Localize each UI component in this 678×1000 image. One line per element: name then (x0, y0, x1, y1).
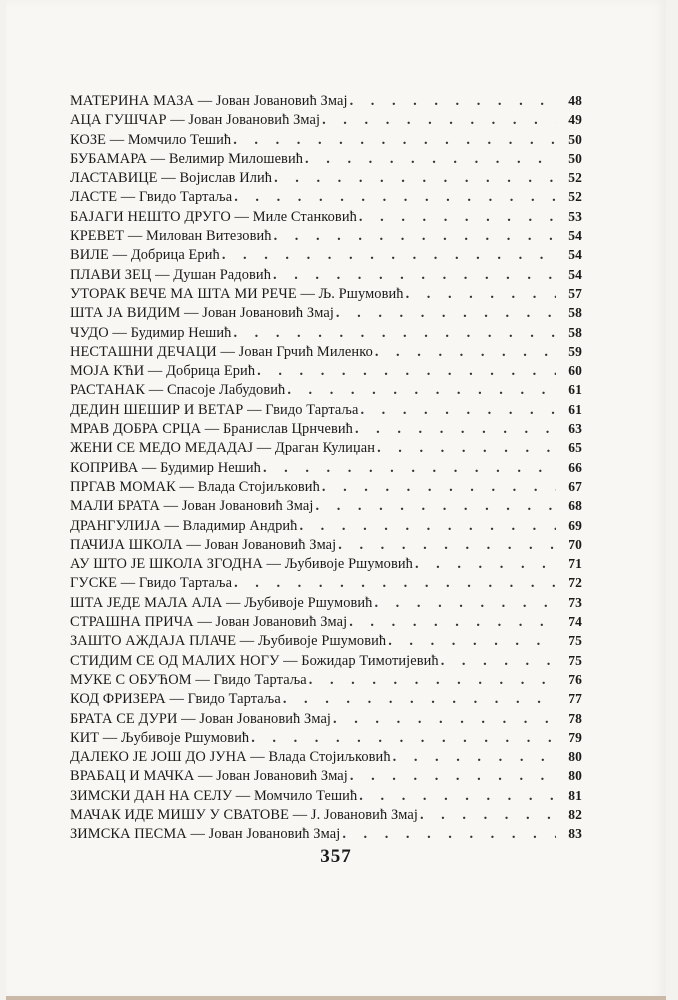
dot-leader (388, 632, 556, 651)
dot-leader (273, 266, 556, 285)
page-number: 357 (320, 846, 352, 867)
toc-entry-page: 73 (568, 594, 582, 610)
toc-entry-page: 52 (568, 170, 582, 186)
toc-entry-title: ЗИМСКИ ДАН НА СЕЛУ — Момчило Тешић (70, 787, 358, 804)
toc-entry (70, 438, 582, 457)
toc-entry-title: БУБАМАРА — Велимир Милошевић (70, 150, 304, 167)
toc-entry (70, 612, 582, 631)
dot-leader (309, 671, 556, 690)
toc-entry-page: 49 (568, 112, 582, 128)
toc-entry-page: 79 (568, 729, 582, 745)
toc-entry-page: 71 (568, 556, 582, 572)
toc-entry-page: 72 (568, 575, 582, 591)
toc-entry (70, 130, 582, 149)
toc-entry-title: РАСТАНАК — Спасоје Лабудовић (70, 382, 286, 399)
dot-leader (441, 652, 556, 671)
dot-leader (420, 806, 556, 825)
toc-entry-page: 61 (568, 401, 582, 417)
toc-entry (70, 573, 582, 592)
toc-entry (70, 458, 582, 477)
dot-leader (374, 594, 556, 613)
toc-entry-title: КОЗЕ — Момчило Тешић (70, 131, 232, 148)
toc-entry-title: КОД ФРИЗЕРА — Гвидо Тартаља (70, 691, 281, 708)
dot-leader (359, 787, 556, 806)
toc-entry-title: ГУСКЕ — Гвидо Тартаља (70, 575, 233, 592)
toc-entry-page: 53 (568, 208, 582, 224)
toc-entry-page: 50 (568, 150, 582, 166)
dot-leader (305, 150, 556, 169)
toc-entry (70, 419, 582, 438)
toc-entry (70, 651, 582, 670)
toc-entry-page: 80 (568, 749, 582, 765)
toc-entry-page: 63 (568, 421, 582, 437)
toc-entry-page: 83 (568, 826, 582, 842)
toc-entry-title: КОПРИВА — Будимир Нешић (70, 459, 261, 476)
toc-entry-page: 57 (568, 285, 582, 301)
toc-entry (70, 361, 582, 380)
toc-entry-page: 70 (568, 536, 582, 552)
toc-entry (70, 496, 582, 515)
toc-entry (70, 380, 582, 399)
toc-entry (70, 342, 582, 361)
dot-leader (360, 401, 556, 420)
toc-entry-title: ЗАШТО АЖДАЈА ПЛАЧЕ — Љубивоје Ршумовић (70, 633, 387, 650)
toc-entry-page: 77 (568, 691, 582, 707)
toc-entry-page: 66 (568, 459, 582, 475)
toc-entry-page: 48 (568, 93, 582, 108)
toc-entry-title: МРАВ ДОБРА СРЦА — Бранислав Црнчевић (70, 421, 353, 438)
toc-entry (70, 786, 582, 805)
toc-entry-title: ДРАНГУЛИЈА — Владимир Андрић (70, 517, 298, 534)
toc-entry-title: СТРАШНА ПРИЧА — Јован Јовановић Змај (70, 614, 348, 631)
toc-entry-title: МОЈА КЋИ — Добрица Ерић (70, 363, 256, 380)
toc-entry-page: 59 (568, 343, 582, 359)
toc-entry (70, 631, 582, 650)
dot-leader (333, 710, 556, 729)
book-page (6, 0, 666, 1000)
toc-entry-page: 54 (568, 247, 582, 263)
dot-leader (342, 825, 556, 844)
dot-leader (336, 304, 556, 323)
toc-entry-title: НЕСТАШНИ ДЕЧАЦИ — Јован Грчић Миленко (70, 343, 373, 360)
dot-leader (322, 478, 556, 497)
toc-entry-title: МАЧАК ИДЕ МИШУ У СВАТОВЕ — Ј. Јовановић Змај (70, 806, 418, 823)
toc-entry-title: ЗИМСКА ПЕСМА — Јован Јовановић Змај (70, 826, 341, 843)
dot-leader (299, 517, 556, 536)
toc-entry-title: ПРГАВ МОМАК — Влада Стојиљковић (70, 478, 320, 495)
toc-entry-page: 80 (568, 768, 582, 784)
toc-entry (70, 187, 582, 206)
toc-entry-page: 54 (568, 266, 582, 282)
toc-entry-page: 82 (568, 806, 582, 822)
toc-entry (70, 689, 582, 708)
toc-entry-title: ВИЛЕ — Добрица Ерић (70, 247, 220, 264)
toc-entry-page: 67 (568, 478, 582, 494)
toc-entry-title: БРАТА СЕ ДУРИ — Јован Јовановић Змај (70, 710, 332, 727)
toc-entry-title: МАЛИ БРАТА — Јован Јовановић Змај (70, 498, 314, 515)
dot-leader (233, 324, 556, 343)
toc-entry-page: 81 (568, 787, 582, 803)
toc-entry-page: 60 (568, 363, 582, 379)
toc-entry-page: 68 (568, 498, 582, 514)
toc-entry (70, 284, 582, 303)
toc-entry (70, 265, 582, 284)
table-of-contents (70, 91, 582, 844)
toc-entry-title: ШТА ЈЕДЕ МАЛА АЛА — Љубивоје Ршумовић (70, 594, 373, 611)
dot-leader (233, 131, 556, 150)
dot-leader (406, 285, 556, 304)
dot-leader (355, 420, 556, 439)
toc-entry (70, 400, 582, 419)
dot-leader (338, 536, 556, 555)
toc-entry (70, 824, 582, 843)
toc-entry (70, 477, 582, 496)
dot-leader (234, 188, 556, 207)
dot-leader (415, 555, 556, 574)
toc-entry (70, 593, 582, 612)
toc-entry-title: ПАЧИЈА ШКОЛА — Јован Јовановић Змај (70, 536, 337, 553)
toc-entry-title: МУКЕ С ОБУЋОМ — Гвидо Тартаља (70, 671, 307, 688)
toc-entry-page: 69 (568, 517, 582, 533)
toc-entry-title: ДАЛЕКО ЈЕ ЈОШ ДО ЈУНА — Влада Стојиљковић (70, 749, 391, 766)
dot-leader (283, 690, 556, 709)
dot-leader (350, 92, 556, 111)
toc-entry (70, 766, 582, 785)
toc-entry-title: КИТ — Љубивоје Ршумовић (70, 729, 250, 746)
toc-entry-title: ЛАСТАВИЦЕ — Војислав Илић (70, 170, 273, 187)
toc-entry-title: ЛАСТЕ — Гвидо Тартаља (70, 189, 233, 206)
toc-entry-page: 75 (568, 633, 582, 649)
toc-entry (70, 554, 582, 573)
toc-entry-title: КРЕВЕТ — Милован Витезовић (70, 228, 272, 245)
dot-leader (316, 497, 556, 516)
dot-leader (350, 767, 556, 786)
dot-leader (349, 613, 556, 632)
toc-entry-title: МАТЕРИНА МАЗА — Јован Јовановић Змај (70, 93, 348, 109)
dot-leader (375, 343, 556, 362)
toc-entry-page: 76 (568, 671, 582, 687)
toc-entry (70, 728, 582, 747)
dot-leader (322, 111, 556, 130)
toc-entry-page: 54 (568, 228, 582, 244)
toc-entry-page: 58 (568, 305, 582, 321)
toc-entry (70, 149, 582, 168)
toc-entry-page: 74 (568, 614, 582, 630)
dot-leader (234, 574, 556, 593)
dot-leader (251, 729, 556, 748)
dot-leader (393, 748, 556, 767)
toc-entry (70, 207, 582, 226)
toc-entry-page: 65 (568, 440, 582, 456)
toc-entry-title: БАЈАГИ НЕШТО ДРУГО — Миле Станковић (70, 208, 357, 225)
toc-entry-title: ДЕДИН ШЕШИР И ВЕТАР — Гвидо Тартаља (70, 401, 359, 418)
toc-entry (70, 226, 582, 245)
toc-entry-title: ВРАБАЦ И МАЧКА — Јован Јовановић Змај (70, 768, 348, 785)
toc-entry (70, 516, 582, 535)
dot-leader (274, 169, 556, 188)
toc-entry (70, 709, 582, 728)
toc-entry-title: ШТА ЈА ВИДИМ — Јован Јовановић Змај (70, 305, 334, 322)
toc-entry-title: АЦА ГУШЧАР — Јован Јовановић Змај (70, 112, 321, 129)
toc-entry (70, 323, 582, 342)
dot-leader (257, 362, 556, 381)
toc-entry-page: 75 (568, 652, 582, 668)
dot-leader (359, 208, 556, 227)
dot-leader (287, 381, 556, 400)
dot-leader (377, 439, 556, 458)
toc-entry-title: УТОРАК ВЕЧЕ МА ШТА МИ РЕЧЕ — Љ. Ршумовић (70, 285, 404, 302)
toc-entry-page: 61 (568, 382, 582, 398)
toc-entry-page: 50 (568, 131, 582, 147)
toc-entry-title: ПЛАВИ ЗЕЦ — Душан Радовић (70, 266, 271, 283)
toc-entry-title: СТИДИМ СЕ ОД МАЛИХ НОГУ — Божидар Тимотијевић (70, 652, 439, 669)
toc-entry-title: АУ ШТО ЈЕ ШКОЛА ЗГОДНА — Љубивоје Ршумовић (70, 556, 413, 573)
dot-leader (222, 246, 556, 265)
toc-entry-title: ЧУДО — Будимир Нешић (70, 324, 232, 341)
toc-entry-page: 58 (568, 324, 582, 340)
dot-leader (263, 459, 556, 478)
toc-entry-page: 78 (568, 710, 582, 726)
toc-entry (70, 110, 582, 129)
toc-entry-title: ЖЕНИ СЕ МЕДО МЕДАДАЈ — Драган Кулиџан (70, 440, 376, 457)
toc-entry (70, 245, 582, 264)
dot-leader (274, 227, 556, 246)
toc-entry (70, 303, 582, 322)
toc-entry (70, 168, 582, 187)
toc-entry-page: 52 (568, 189, 582, 205)
toc-entry (70, 747, 582, 766)
toc-entry (70, 670, 582, 689)
toc-entry (70, 805, 582, 824)
toc-entry (70, 535, 582, 554)
toc-entry (70, 91, 582, 110)
page-edge (6, 996, 666, 1000)
